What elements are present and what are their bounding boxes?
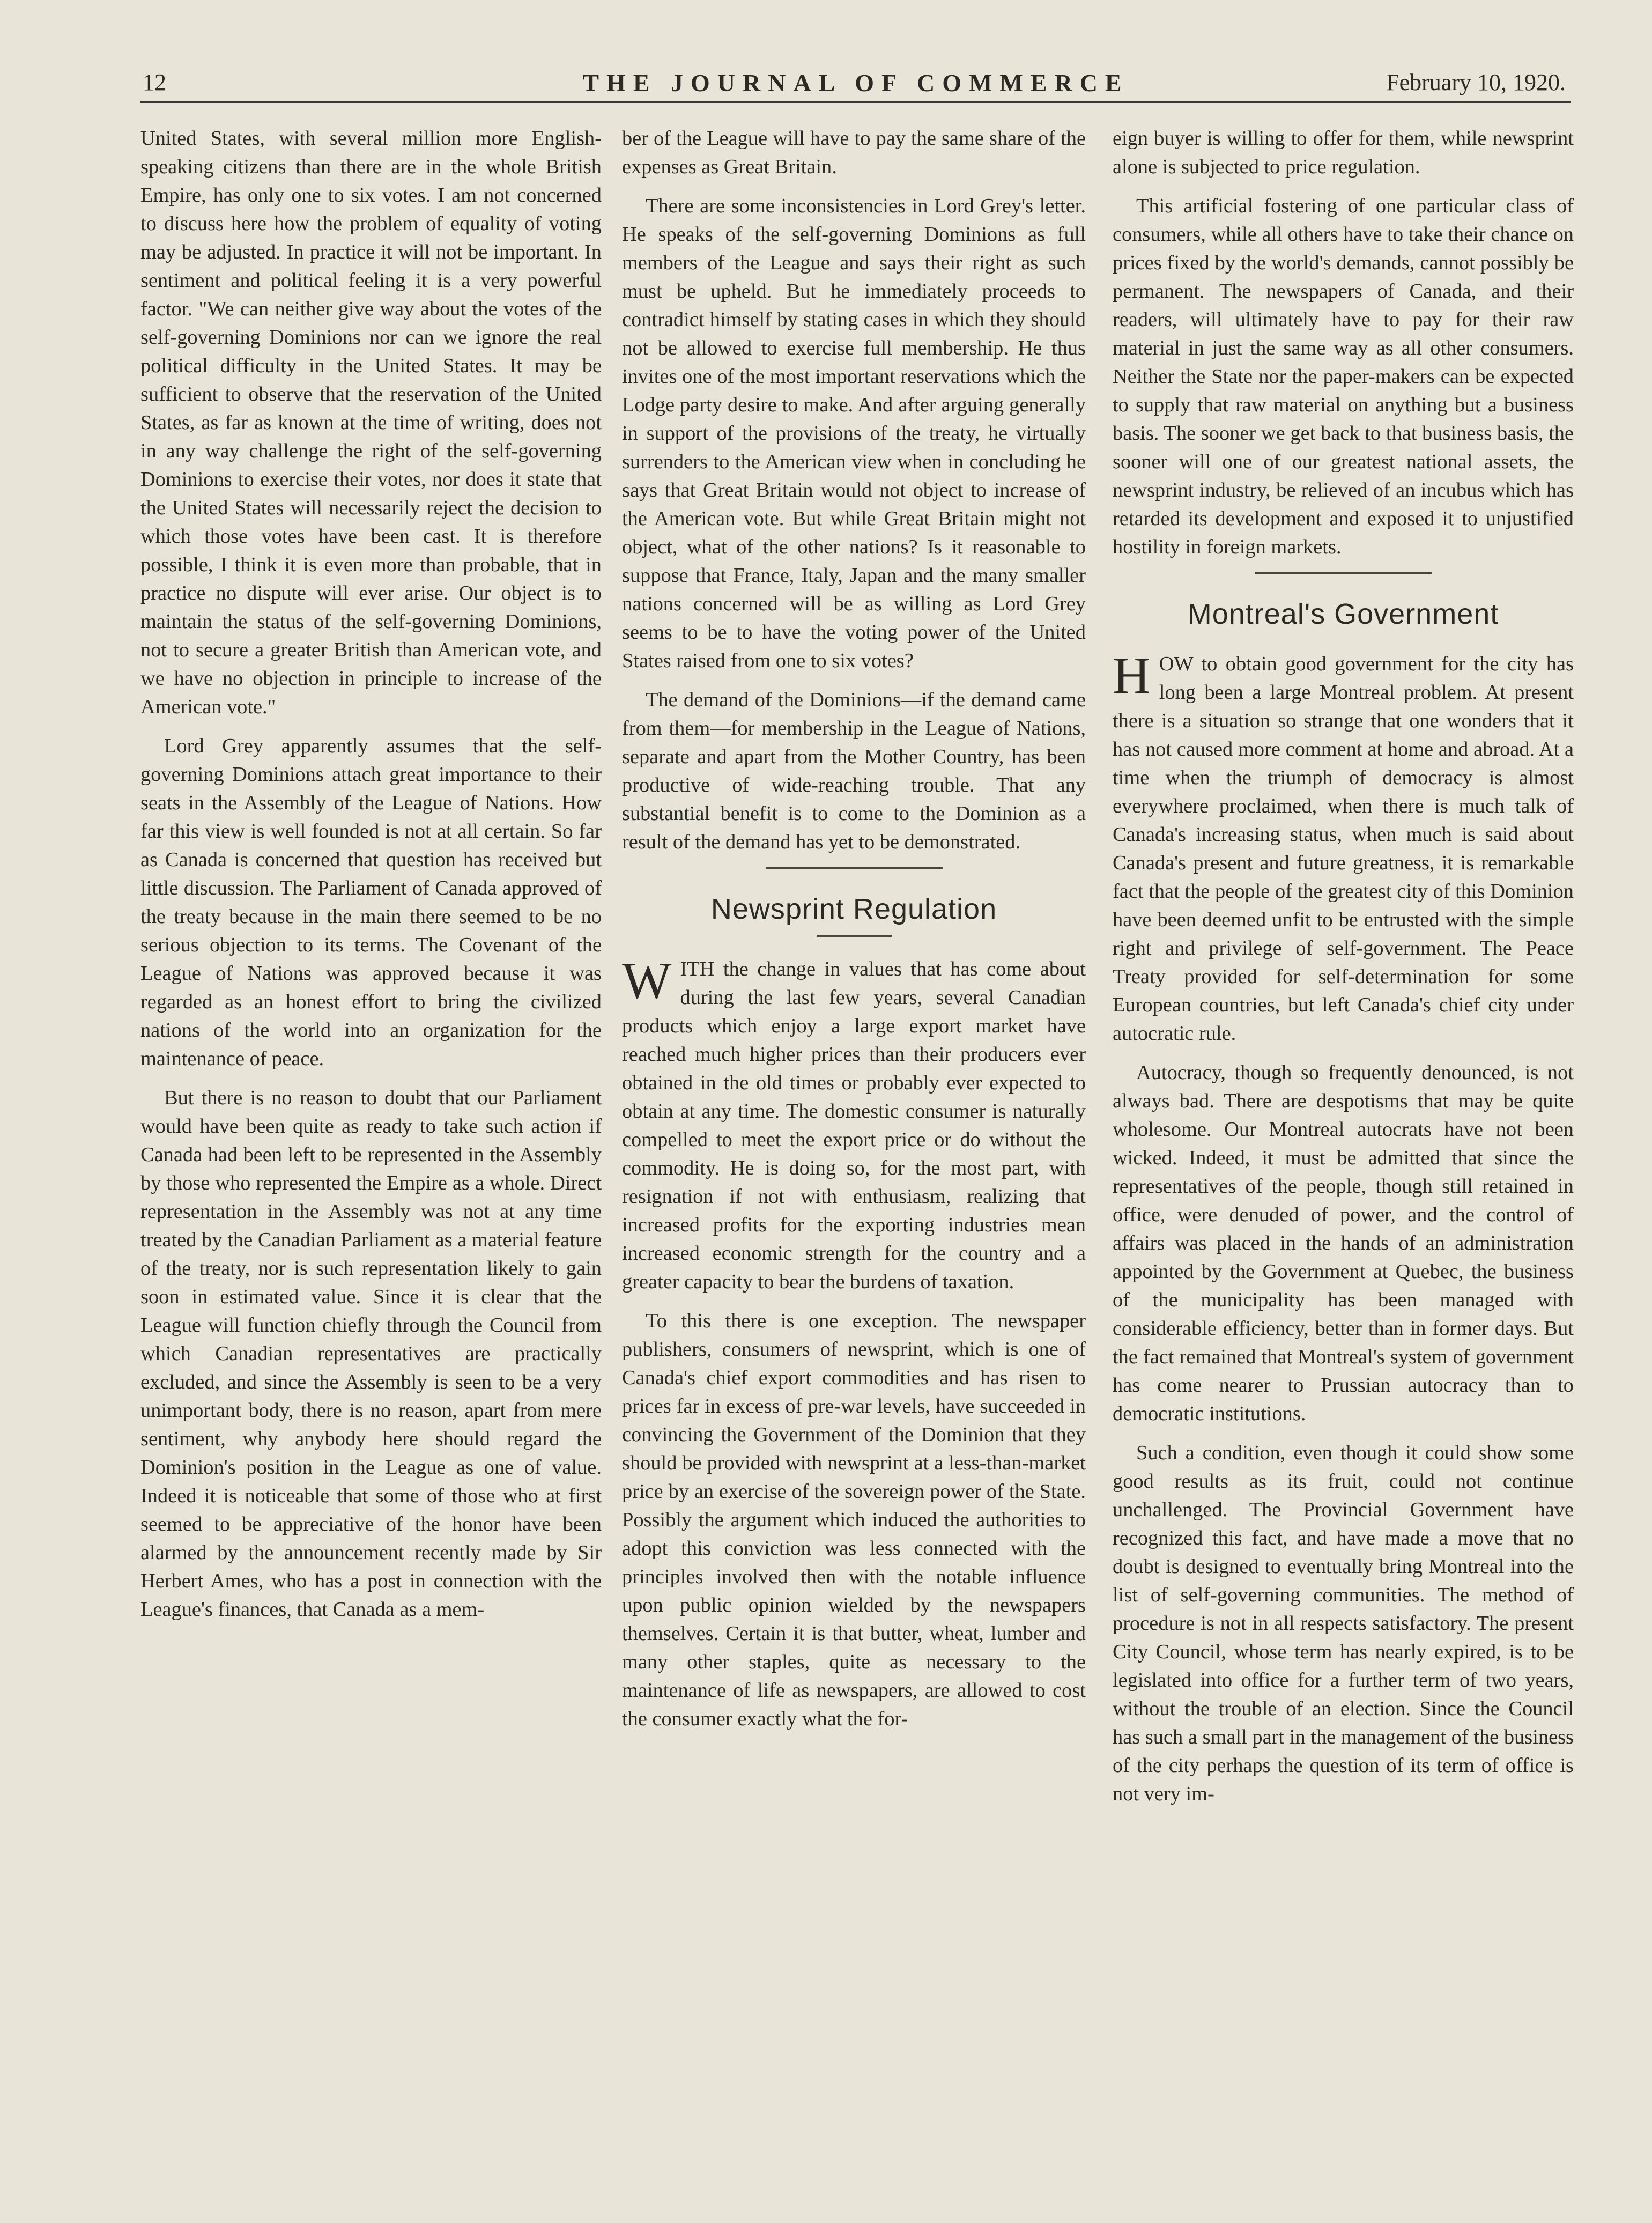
issue-date: February 10, 1920. <box>1386 69 1566 95</box>
paragraph: This artificial fostering of one particular class of consumers, while all others have to take their chance on prices fixed by the world's demands, cannot possibly be permanent. The newspapers of Canada, and their readers, will ultimately have to pay for their raw material in just the same way as all other consumers. Neither the State nor the paper-makers can be expected to supply that raw material on anything but a business basis. The sooner we get back to that business basis, the sooner will one of our greatest national assets, the newsprint industry, be relieved of an incubus which has retarded its development and exposed it to unjustified hostility in foreign markets. <box>1113 195 1574 558</box>
paragraph: To this there is one exception. The newspaper publishers, consumers of newsprint, which is one of Canada's chief export commodities and has risen to prices far in excess of pre-war levels, have succeeded in convincing the Government of the Dominion that they should be provided with newsprint at a less-than-market price by an exercise of the sovereign power of the State. Possibly the argument which induced the authorities to adopt this conviction was less connected with the principles involved then with the notable influence upon public opinion wielded by the newspapers themselves. Certain it is that butter, wheat, lumber and many other staples, quite as necessary to the maintenance of life as newspapers, are allowed to cost the consumer exactly what the for- <box>622 1310 1086 1730</box>
lead-text: ITH the change in values that has come about during the last few years, several Canadian products which enjoy a large export market have reached much higher prices than their producers ever obtained in the old times or probably ever expected to obtain at any time. The domestic consumer is naturally compelled to meet the export price or do without the commodity. He is doing so, for the most part, with resignation if not with enthusiasm, realizing that increased profits for the exporting industries mean increased economic strength for the country and a greater capacity to bear the burdens of taxation. <box>622 958 1086 1293</box>
column-3 <box>1113 124 1574 1819</box>
lead-text: OW to obtain good government for the city has long been a large Montreal problem. At present there is a situation so strange that one wonders that it has not caused more comment at home and abroad. At a time when the triumph of democracy is almost everywhere proclaimed, when there is much talk of Canada's increasing status, when much is said about Canada's present and future greatness, it is remarkable fact that the people of the greatest city of this Dominion have been deemed unfit to be entrusted with the simple right and privilege of self-government. The Peace Treaty provided for self-determination for some European countries, but left Canada's chief city under autocratic rule. <box>1113 653 1574 1045</box>
drop-cap: H <box>1113 647 1151 705</box>
article-heading-newsprint: Newsprint Regulation <box>710 893 997 925</box>
paragraph: Autocracy, though so frequently denounced, is not always bad. There are despotisms that may be quite wholesome. Our Montreal autocrats have not been wicked. Indeed, it must be admitted that since the representatives of the people, though still retained in office, were denuded of power, and the control of affairs was placed in the hands of an administration appointed by the Government at Quebec, the business of the municipality has been managed with considerable efficiency, better than in former days. But the fact remained that Montreal's system of government has come nearer to Prussian autocracy than to democratic institutions. <box>1113 1061 1574 1425</box>
column-2 <box>622 124 1086 1744</box>
paragraph: eign buyer is willing to offer for them, while newsprint alone is subjected to price regulation. <box>1113 127 1574 178</box>
drop-cap: W <box>622 952 672 1010</box>
column-1 <box>140 124 602 1635</box>
paragraph: The demand of the Dominions—if the demand came from them—for membership in the League of Nations, separate and apart from the Mother Country, has been productive of wide-reaching trouble. That any substantial benefit is to come to the Dominion as a result of the demand has yet to be demonstrated. <box>622 689 1086 853</box>
section-divider <box>766 867 943 869</box>
page-number: 12 <box>143 69 166 95</box>
lead-paragraph <box>622 952 1086 1296</box>
paragraph: There are some inconsistencies in Lord Grey's letter. He speaks of the self-governing Dominions as full members of the League and says their right as such must be upheld. But he immediately proceeds to contradict himself by stating cases in which they should not be allowed to exercise full membership. He thus invites one of the most important reservations which the Lodge party desire to make. And after arguing generally in support of the provisions of the treaty, he virtually surrenders to the American view when in concluding he says that Great Britain would not object to increase of the American vote. But while Great Britain might not object, what of the other nations? Is it reasonable to suppose that France, Italy, Japan and the many smaller nations concerned will be as willing as Lord Grey seems to be to have the voting power of the United States raised from one to six votes? <box>622 195 1086 672</box>
paragraph: Such a condition, even though it could show some good results as its fruit, could not continue unchallenged. The Provincial Government have recognized this fact, and have made a move that no doubt is designed to eventually bring Montreal into the list of self-governing communities. The method of procedure is not in all respects satisfactory. The present City Council, whose term has nearly expired, is to be legislated into office for a further term of two years, without the trouble of an election. Since the Council has such a small part in the management of the business of the city perhaps the question of its term of office is not very im- <box>1113 1442 1574 1805</box>
article-heading-montreal: Montreal's Government <box>1187 598 1499 630</box>
lead-paragraph <box>1113 647 1574 1048</box>
paragraph: ber of the League will have to pay the same share of the expenses as Great Britain. <box>622 127 1086 178</box>
section-divider <box>1255 572 1432 574</box>
paragraph: United States, with several million more English-speaking citizens than there are in the whole British Empire, has only one to six votes. I am not concerned to discuss here how the problem of equality of voting may be adjusted. In practice it will not be important. In sentiment and political feeling it is a very powerful factor. "We can neither give way about the votes of the self-governing Dominions nor can we ignore the real political difficulty in the United States. It may be sufficient to observe that the reservation of the United States, as far as known at the time of writing, does not in any way challenge the right of the self-governing Dominions to exercise their votes, nor does it state that the United States will necessarily reject the decision to which those votes have been cast. It is therefore possible, I think it is even more than probable, that in practice no dispute will ever arise. Our object is to maintain the status of the self-governing Dominions, not to secure a greater British than American vote, and we have no objection in principle to increase of the American vote." <box>140 127 602 718</box>
masthead-title: THE JOURNAL OF COMMERCE <box>582 69 1129 97</box>
paragraph: Lord Grey apparently assumes that the self-governing Dominions attach great importance to their seats in the Assembly of the League of Nations. How far this view is well founded is not at all certain. So far as Canada is concerned that question has received but little discussion. The Parliament of Canada approved of the treaty because in the main there seemed to be no serious objection to its terms. The Covenant of the League of Nations was approved because it was regarded as an honest effort to bring the civilized nations of the world into an organization for the maintenance of peace. <box>140 735 602 1070</box>
page-header <box>140 69 1571 103</box>
paragraph: But there is no reason to doubt that our Parliament would have been quite as ready to take such action if Canada had been left to be represented in the Assembly by those who represented the Empire as a whole. Direct representation in the Assembly was not at any time treated by the Canadian Parliament as a material feature of the treaty, nor is such representation likely to gain soon in estimated value. Since it is clear that the League will function chiefly through the Council from which Canadian representatives are practically excluded, and since the Assembly is seen to be a very unimportant body, there is no reason, apart from mere sentiment, why anybody here should regard the Dominion's position in the League as one of value. Indeed it is noticeable that some of those who at first seemed to be appreciative of the honor have been alarmed by the announcement recently made by Sir Herbert Ames, who has a post in connection with the League's finances, that Canada as a mem- <box>140 1087 602 1621</box>
heading-underline <box>817 935 892 937</box>
